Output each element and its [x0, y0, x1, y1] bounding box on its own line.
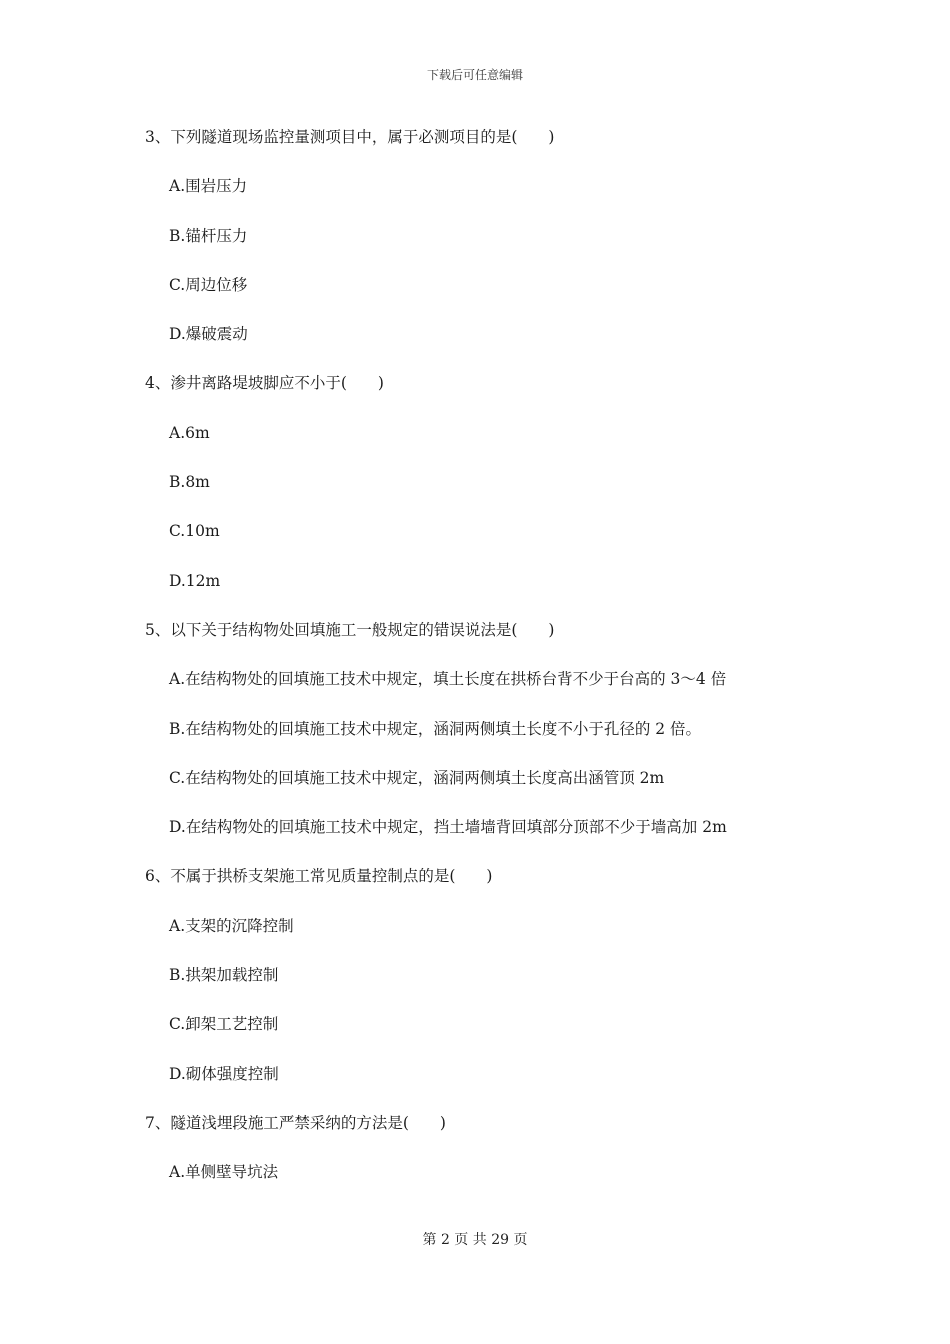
question-4-option-c: C.10m [169, 522, 220, 541]
question-stem-7: 7、隧道浅埋段施工严禁采纳的方法是( ) [145, 1113, 446, 1132]
question-4-option-b: B.8m [169, 473, 210, 492]
question-6-option-c: C.卸架工艺控制 [169, 1015, 279, 1034]
question-4-option-d: D.12m [169, 571, 221, 590]
question-stem-3: 3、下列隧道现场监控量测项目中，属于必测项目的是( ) [145, 128, 555, 146]
question-6-option-b: B.拱架加载控制 [169, 966, 279, 985]
question-5-option-c: C.在结构物处的回填施工技术中规定，涵洞两侧填土长度高出涵管顶 2m [169, 768, 665, 787]
question-3-option-a: A.围岩压力 [169, 177, 248, 196]
question-6-option-d: D.砌体强度控制 [169, 1064, 279, 1083]
question-list [145, 123, 845, 1208]
question-6-option-a: A.支架的沉降控制 [169, 916, 294, 935]
question-5-option-a: A.在结构物处的回填施工技术中规定，填土长度在拱桥台背不少于台高的 3～4 倍 [169, 670, 727, 689]
question-stem-6: 6、不属于拱桥支架施工常见质量控制点的是( ) [145, 867, 493, 886]
question-4-option-a: A.6m [169, 423, 210, 442]
question-3-option-c: C.周边位移 [169, 275, 248, 294]
question-stem-4: 4、渗井离路堤坡脚应不小于( ) [145, 374, 384, 393]
page-footer: 第 2 页 共 29 页 [422, 1232, 528, 1248]
question-stem-5: 5、以下关于结构物处回填施工一般规定的错误说法是( ) [145, 620, 555, 639]
question-5-option-d: D.在结构物处的回填施工技术中规定，挡土墙墙背回填部分顶部不少于墙高加 2m [169, 818, 727, 837]
question-3-option-d: D.爆破震动 [169, 325, 248, 344]
page-header: 下载后可任意编辑 [426, 68, 523, 82]
question-7-option-a: A.单侧壁导坑法 [169, 1163, 279, 1182]
question-5-option-b: B.在结构物处的回填施工技术中规定，涵洞两侧填土长度不小于孔径的 2 倍。 [169, 719, 702, 738]
question-3-option-b: B.锚杆压力 [169, 226, 248, 245]
